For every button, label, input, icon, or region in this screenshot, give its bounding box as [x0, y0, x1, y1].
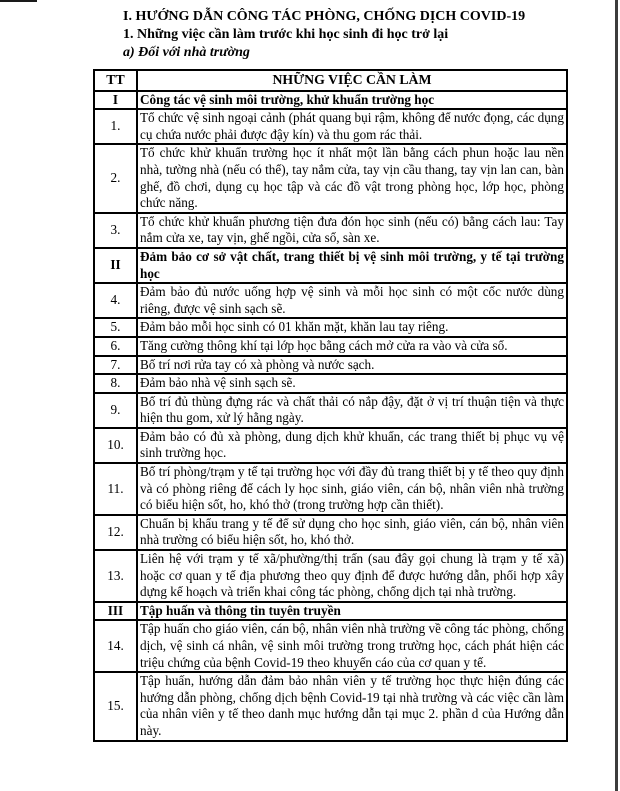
scan-artifact-right-line — [615, 0, 618, 791]
table-row — [94, 356, 567, 375]
table-row — [94, 463, 567, 515]
row-task-text: Tổ chức vệ sinh ngoại cảnh (phát quang bụi rậm, không để nước đọng, các dụng cụ chứa nước phải được đậy kín) và thu gom rác thải. — [137, 109, 567, 144]
row-number: 2. — [94, 144, 137, 212]
row-task-text: Tập huấn và thông tin tuyên truyền — [137, 602, 567, 621]
row-number: 3. — [94, 213, 137, 248]
row-number: 12. — [94, 515, 137, 550]
row-task-text: Chuẩn bị khẩu trang y tế để sử dụng cho học sinh, giáo viên, cán bộ, nhân viên nhà trường có biểu hiện sốt, ho, khó thở. — [137, 515, 567, 550]
section-row — [94, 91, 567, 110]
row-task-text: Đảm bảo cơ sở vật chất, trang thiết bị vệ sinh môi trường, y tế tại trường học — [137, 248, 567, 283]
table-row — [94, 515, 567, 550]
row-task-text: Đảm bảo nhà vệ sinh sạch sẽ. — [137, 374, 567, 393]
row-task-text: Tập huấn cho giáo viên, cán bộ, nhân viên nhà trường về công tác phòng, chống dịch, vệ sinh cá nhân, vệ sinh môi trường trong trường học, cách phát hiện các triệu chứng của bệnh Covid-19 theo khuyến cáo của cơ quan y tế. — [137, 620, 567, 672]
row-number: 5. — [94, 318, 137, 337]
row-number: 13. — [94, 550, 137, 602]
table-row — [94, 283, 567, 318]
row-task-text: Tăng cường thông khí tại lớp học bằng cách mở cửa ra vào và cửa sổ. — [137, 337, 567, 356]
table-row — [94, 213, 567, 248]
row-task-text: Bố trí nơi rửa tay có xà phòng và nước sạch. — [137, 356, 567, 375]
table-row — [94, 337, 567, 356]
scan-artifact-top-line — [0, 0, 37, 2]
table-row — [94, 550, 567, 602]
row-number: 7. — [94, 356, 137, 375]
column-header-tt: TT — [94, 70, 137, 91]
row-number: 4. — [94, 283, 137, 318]
table-header-row — [94, 70, 567, 91]
table-row — [94, 144, 567, 212]
row-number: 11. — [94, 463, 137, 515]
row-number: 9. — [94, 393, 137, 428]
row-number: 14. — [94, 620, 137, 672]
section-heading: 1. Những việc cần làm trước khi học sinh đi học trở lại — [123, 27, 449, 42]
table-row — [94, 672, 567, 740]
table-body — [94, 91, 567, 741]
row-number: 1. — [94, 109, 137, 144]
row-task-text: Công tác vệ sinh môi trường, khử khuẩn trường học — [137, 91, 567, 110]
row-task-text: Bố trí phòng/trạm y tế tại trường học với đầy đủ trang thiết bị y tế theo quy định và có phòng riêng để cách ly học sinh, giáo viên, cán bộ, nhân viên nhà trường có biểu hiện sốt, ho, khó thở (trong trường hợp cần thiết). — [137, 463, 567, 515]
row-task-text: Bố trí đủ thùng đựng rác và chất thải có nắp đậy, đặt ở vị trí thuận tiện và thực hiện thu gom, xử lý hằng ngày. — [137, 393, 567, 428]
row-number: 8. — [94, 374, 137, 393]
row-number: 15. — [94, 672, 137, 740]
section-row — [94, 602, 567, 621]
row-task-text: Tổ chức khử khuẩn phương tiện đưa đón học sinh (nếu có) bằng cách lau: Tay nắm cửa xe, tay vịn, ghế ngồi, cửa sổ, sàn xe. — [137, 213, 567, 248]
table-row — [94, 393, 567, 428]
table-row — [94, 374, 567, 393]
row-task-text: Tập huấn, hướng dẫn đảm bảo nhân viên y tế trường học thực hiện đúng các hướng dẫn phòng, chống dịch bệnh Covid-19 tại nhà trường và các việc cần làm của nhân viên y tế theo danh mục hướng dẫn tại mục 2. phần d của Hướng dẫn này. — [137, 672, 567, 740]
row-task-text: Tổ chức khử khuẩn trường học ít nhất một lần bằng cách phun hoặc lau nền nhà, tường nhà (nếu có thể), tay nắm cửa, tay vịn cầu thang, tay vịn lan can, bàn ghế, đồ chơi, dụng cụ học tập và các đồ vật trong phòng học, lớp học, phòng chức năng. — [137, 144, 567, 212]
row-task-text: Đảm bảo đủ nước uống hợp vệ sinh và mỗi học sinh có một cốc nước dùng riêng, được vệ sinh sạch sẽ. — [137, 283, 567, 318]
table-row — [94, 620, 567, 672]
table-row — [94, 109, 567, 144]
row-number: II — [94, 248, 137, 283]
section-row — [94, 248, 567, 283]
row-task-text: Liên hệ với trạm y tế xã/phường/thị trấn (sau đây gọi chung là trạm y tế xã) hoặc cơ quan y tế địa phương theo quy định để được hướng dẫn, phối hợp xây dựng kế hoạch và triển khai công tác phòng, chống dịch tại nhà trường. — [137, 550, 567, 602]
row-number: III — [94, 602, 137, 621]
row-number: 10. — [94, 428, 137, 463]
subsection-heading: a) Đối với nhà trường — [123, 45, 250, 60]
row-task-text: Đảm bảo mỗi học sinh có 01 khăn mặt, khăn lau tay riêng. — [137, 318, 567, 337]
document-title: I. HƯỚNG DẪN CÔNG TÁC PHÒNG, CHỐNG DỊCH COVID-19 — [123, 9, 526, 24]
row-number: I — [94, 91, 137, 110]
table-row — [94, 318, 567, 337]
row-task-text: Đảm bảo có đủ xà phòng, dung dịch khử khuẩn, các trang thiết bị phục vụ vệ sinh trường học. — [137, 428, 567, 463]
table-row — [94, 428, 567, 463]
column-header-tasks: NHỮNG VIỆC CẦN LÀM — [137, 70, 567, 91]
row-number: 6. — [94, 337, 137, 356]
guidelines-table — [93, 69, 568, 742]
document-headings — [123, 8, 583, 61]
